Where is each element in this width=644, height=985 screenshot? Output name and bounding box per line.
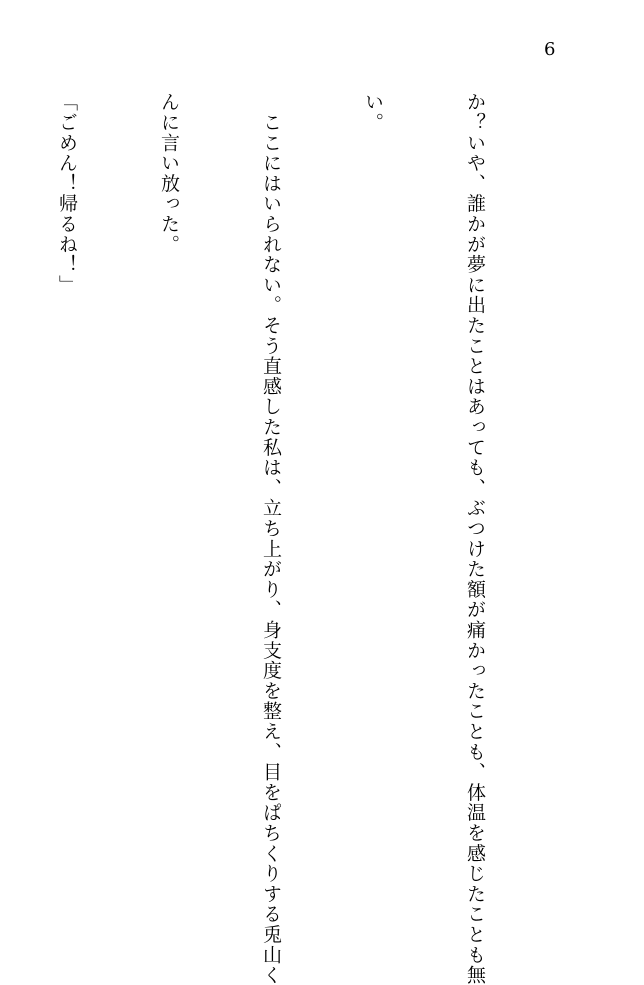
text-line: 「ごめん！帰るね！」 xyxy=(56,92,78,295)
text-line: んに言い放った。 xyxy=(158,92,180,255)
text-line: い。 xyxy=(362,92,384,133)
vertical-text-body xyxy=(0,92,560,985)
text-line: か？いや、誰かが夢に出たことはあっても、ぶつけた額が痛かったことも、体温を感じたことも無 xyxy=(464,92,486,985)
page-number: 6 xyxy=(544,39,556,60)
text-line: ここにはいられない。そう直感した私は、立ち上がり、身支度を整え、目をぱちくりする兎山く xyxy=(260,92,282,985)
